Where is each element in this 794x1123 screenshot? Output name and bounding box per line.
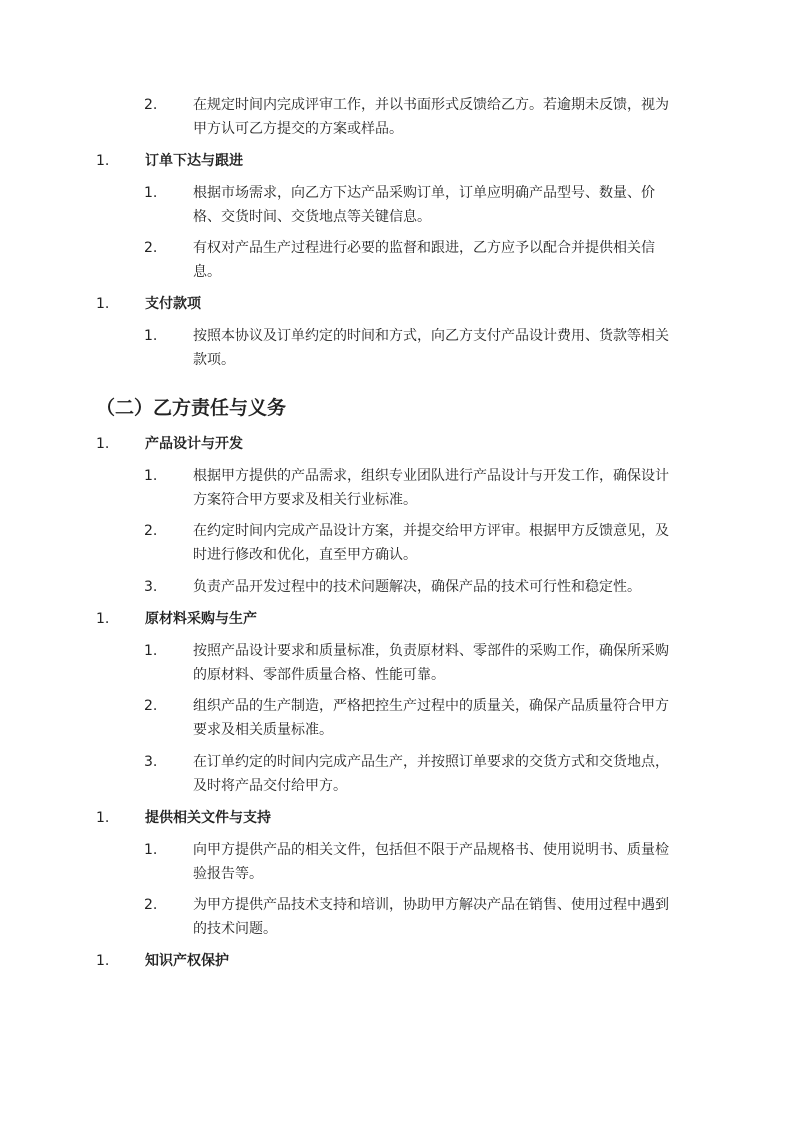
list-item-heading: 原材料采购与生产	[145, 611, 257, 627]
sub-item-number: 2.	[144, 97, 158, 113]
sub-item-line: 在规定时间内完成评审工作，并以书面形式反馈给乙方。若逾期未反馈，视为	[193, 97, 669, 113]
sub-item-line: 有权对产品生产过程进行必要的监督和跟进，乙方应予以配合并提供相关信	[193, 240, 655, 256]
sub-item-line: 根据甲方提供的产品需求，组织专业团队进行产品设计与开发工作，确保设计	[193, 468, 669, 484]
sub-item-line: 验报告等。	[193, 866, 263, 882]
list-item-heading: 支付款项	[145, 296, 201, 312]
list-item-number: 1.	[96, 810, 110, 826]
sub-item-line: 格、交货时间、交货地点等关键信息。	[193, 209, 431, 225]
sub-item-line: 甲方认可乙方提交的方案或样品。	[193, 121, 403, 137]
list-item-number: 1.	[96, 153, 110, 169]
sub-item-number: 2.	[144, 897, 158, 913]
sub-item-line: 按照本协议及订单约定的时间和方式，向乙方支付产品设计费用、货款等相关	[193, 328, 669, 344]
list-item-heading: 知识产权保护	[145, 953, 229, 969]
sub-item-line: 时进行修改和优化，直至甲方确认。	[193, 547, 417, 563]
sub-item-number: 1.	[144, 468, 158, 484]
section-title: （二）乙方责任与义务	[96, 397, 287, 419]
sub-item-line: 按照产品设计要求和质量标准，负责原材料、零部件的采购工作，确保所采购	[193, 643, 669, 659]
sub-item-line: 方案符合甲方要求及相关行业标准。	[193, 492, 417, 508]
sub-item-line: 向甲方提供产品的相关文件，包括但不限于产品规格书、使用说明书、质量检	[193, 842, 669, 858]
sub-item-line: 为甲方提供产品技术支持和培训，协助甲方解决产品在销售、使用过程中遇到	[193, 897, 669, 913]
sub-item-number: 2.	[144, 240, 158, 256]
sub-item-line: 负责产品开发过程中的技术问题解决，确保产品的技术可行性和稳定性。	[193, 579, 641, 595]
sub-item-number: 1.	[144, 328, 158, 344]
list-item-number: 1.	[96, 436, 110, 452]
sub-item-number: 1.	[144, 185, 158, 201]
sub-item-line: 要求及相关质量标准。	[193, 722, 333, 738]
sub-item-number: 2.	[144, 523, 158, 539]
list-item-heading: 订单下达与跟进	[145, 153, 243, 169]
sub-item-number: 1.	[144, 643, 158, 659]
sub-item-line: 款项。	[193, 352, 235, 368]
list-item-heading: 提供相关文件与支持	[145, 810, 271, 826]
list-item-number: 1.	[96, 611, 110, 627]
sub-item-line: 在订单约定的时间内完成产品生产，并按照订单要求的交货方式和交货地点，	[193, 754, 669, 770]
sub-item-number: 3.	[144, 754, 158, 770]
sub-item-line: 的技术问题。	[193, 921, 277, 937]
sub-item-number: 2.	[144, 698, 158, 714]
sub-item-line: 息。	[193, 264, 221, 280]
list-item-heading: 产品设计与开发	[145, 436, 243, 452]
list-item-number: 1.	[96, 296, 110, 312]
list-item-number: 1.	[96, 953, 110, 969]
sub-item-line: 根据市场需求，向乙方下达产品采购订单，订单应明确产品型号、数量、价	[193, 185, 655, 201]
sub-item-line: 及时将产品交付给甲方。	[193, 778, 347, 794]
sub-item-line: 在约定时间内完成产品设计方案，并提交给甲方评审。根据甲方反馈意见，及	[193, 523, 669, 539]
sub-item-number: 1.	[144, 842, 158, 858]
sub-item-line: 组织产品的生产制造，严格把控生产过程中的质量关，确保产品质量符合甲方	[193, 698, 669, 714]
sub-item-line: 的原材料、零部件质量合格、性能可靠。	[193, 667, 445, 683]
sub-item-number: 3.	[144, 579, 158, 595]
